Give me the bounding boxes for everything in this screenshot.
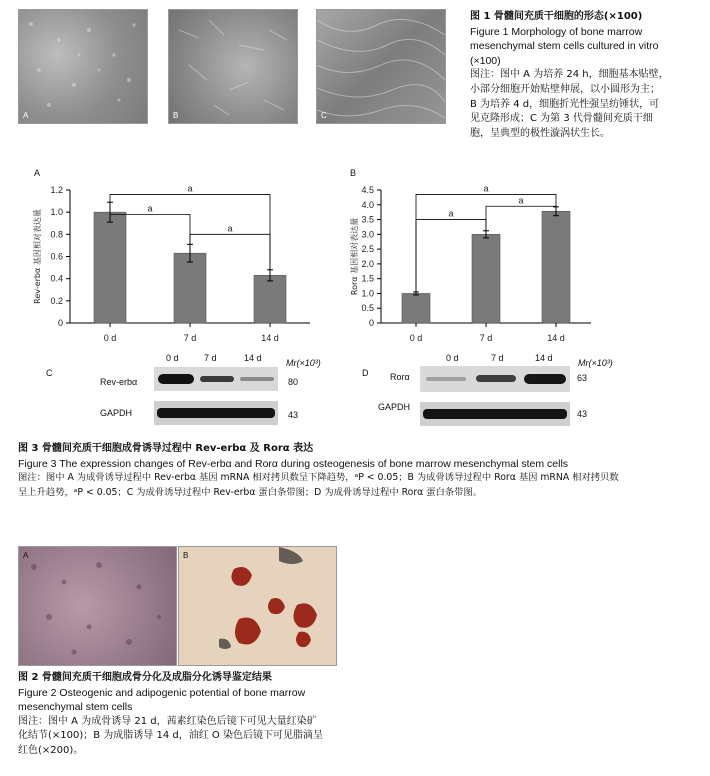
figure3-title-en: Figure 3 The expression changes of Rev-erbα and Rorα during osteogenesis of bone marrow mesenchymal stem cells xyxy=(18,457,569,470)
blot-d-protein-mr: 63 xyxy=(577,373,588,383)
figure2-title-cn: 图 2 骨髓间充质干细胞成骨分化及成脂分化诱导鉴定结果 xyxy=(18,672,272,683)
micrograph-b xyxy=(168,9,298,124)
blot-c-protein-label: Rev-erbα xyxy=(100,377,138,387)
y-tick-label: 1.0 xyxy=(361,288,374,299)
significance-label: a xyxy=(227,223,233,234)
cell-texture xyxy=(317,10,445,123)
figure3-title-cn: 图 3 骨髓间充质干细胞成骨诱导过程中 Rev-erbα 及 Rorα 表达 xyxy=(18,443,314,454)
figure2-caption xyxy=(18,671,418,759)
y-tick-label: 3.0 xyxy=(361,229,374,240)
cell-texture xyxy=(169,10,297,123)
bar xyxy=(174,253,206,323)
blot-d-lane-1: 0 d xyxy=(446,353,459,363)
figure1-note-1: 图注：图中 A 为培养 24 h，细胞基本贴壁， xyxy=(470,69,669,81)
blot-c-lane-3: 14 d xyxy=(244,353,262,363)
significance-label: a xyxy=(448,208,454,219)
y-tick-label: 4.5 xyxy=(361,185,374,195)
x-tick-label: 0 d xyxy=(103,333,117,343)
y-tick-label: 2.0 xyxy=(361,258,374,269)
blot-c-protein-mr: 80 xyxy=(288,377,299,387)
y-tick-label: 0.6 xyxy=(50,251,63,262)
micrograph-a xyxy=(18,9,148,124)
panel-label: A xyxy=(23,551,29,560)
band xyxy=(200,376,234,382)
y-tick-label: 0.2 xyxy=(50,295,63,306)
bar xyxy=(402,293,430,323)
band xyxy=(157,408,275,418)
x-tick-label: 7 d xyxy=(479,333,493,343)
blot-d-letter: D xyxy=(362,368,369,378)
blot-c-letter: C xyxy=(46,368,53,378)
blot-c-control-mr: 43 xyxy=(288,410,299,420)
figure3-caption xyxy=(18,442,698,500)
y-tick-label: 0 xyxy=(368,318,374,328)
figure1-note-3: B 为培养 4 d，细胞折光性强呈纺锤状，可 xyxy=(470,98,660,110)
blot-d-control-mr: 43 xyxy=(577,409,588,419)
band xyxy=(524,374,566,384)
figure2-title-en-2: mesenchymal stem cells xyxy=(18,701,133,714)
blot-d-protein-label: Rorα xyxy=(390,372,410,382)
figure1-note-4: 见克隆形成；C 为第 3 代骨髓间充质干细 xyxy=(470,113,653,125)
figure1-title-en-2: mesenchymal stem cells cultured in vitro xyxy=(470,40,659,53)
figure1-note-2: 小部分细胞开始贴壁伸展，以小圆形为主； xyxy=(470,83,660,95)
y-tick-label: 0.5 xyxy=(361,303,374,314)
panel-label: C xyxy=(321,111,327,120)
blot-c-lane-2: 7 d xyxy=(204,353,217,363)
blot-c-control-band xyxy=(154,401,278,425)
x-tick-label: 14 d xyxy=(261,333,279,343)
x-tick-label: 0 d xyxy=(409,333,423,343)
bar xyxy=(254,275,286,323)
y-tick-label: 3.5 xyxy=(361,214,374,225)
y-tick-label: 2.5 xyxy=(361,244,374,255)
band xyxy=(426,377,466,381)
x-tick-label: 7 d xyxy=(183,333,197,343)
blot-c-control-label: GAPDH xyxy=(100,408,133,418)
blot-c-protein-band xyxy=(154,367,278,391)
figure1-title-cn: 图 1 骨髓间充质干细胞的形态(×100) xyxy=(470,11,643,22)
lipid-droplets xyxy=(179,547,336,665)
chart-a-letter: A xyxy=(34,168,41,178)
band xyxy=(476,375,516,382)
blot-d-protein-band xyxy=(420,366,570,392)
chart-b-letter: B xyxy=(350,168,357,178)
blot-d-control-label: GAPDH xyxy=(378,402,411,412)
cell-texture xyxy=(19,10,147,123)
stain-texture xyxy=(19,547,176,665)
figure2-title-en-1: Figure 2 Osteogenic and adipogenic potential of bone marrow xyxy=(18,686,306,699)
y-axis-label: Rorα 基因相对表达量 xyxy=(350,217,359,296)
y-tick-label: 1.5 xyxy=(361,273,374,284)
micrograph-osteo xyxy=(18,546,177,666)
figure2-note-2: 化结节(×100)；B 为成脂诱导 14 d，油红 O 染色后镜下可见脂滴呈 xyxy=(18,730,323,742)
y-tick-label: 1.0 xyxy=(50,207,63,218)
bar xyxy=(472,234,500,323)
y-tick-label: 0.8 xyxy=(50,229,63,240)
y-tick-label: 1.2 xyxy=(50,185,63,195)
band xyxy=(158,374,194,384)
bar xyxy=(542,211,570,323)
figure2-note-1: 图注：图中 A 为成骨诱导 21 d，茜素红染色后镜下可见大量红染矿 xyxy=(18,715,317,727)
blot-d-control-band xyxy=(420,402,570,426)
y-tick-label: 0.4 xyxy=(50,273,63,284)
band xyxy=(423,409,567,419)
significance-label: a xyxy=(187,183,193,194)
blot-d-mr-label: Mr(×10³) xyxy=(578,358,613,368)
x-tick-label: 14 d xyxy=(547,333,565,343)
y-tick-label: 4.0 xyxy=(361,199,374,210)
figure1-caption xyxy=(470,10,705,141)
y-tick-label: 0 xyxy=(57,318,63,328)
micrograph-c xyxy=(316,9,446,124)
figure1-title-en-1: Figure 1 Morphology of bone marrow xyxy=(470,25,643,38)
significance-label: a xyxy=(518,195,524,206)
significance-label: a xyxy=(483,183,489,194)
significance-label: a xyxy=(147,203,153,214)
figure1-note-5: 胞，呈典型的极性漩涡状生长。 xyxy=(470,127,610,139)
panel-label: B xyxy=(183,551,189,560)
blot-d-lane-3: 14 d xyxy=(535,353,553,363)
figure1-title-en-3: (×100) xyxy=(470,54,501,67)
bar xyxy=(94,212,126,323)
micrograph-adipo xyxy=(178,546,337,666)
panel-label: B xyxy=(173,111,179,120)
figure3-note-1: 图注：图中 A 为成骨诱导过程中 Rev-erbα 基因 mRNA 相对拷贝数呈下降趋势，ᵃP < 0.05；B 为成骨诱导过程中 Rorα 基因 mRNA 相对拷贝数 xyxy=(18,472,619,484)
blot-c-lane-1: 0 d xyxy=(166,353,179,363)
chart-b xyxy=(345,178,615,348)
figure2-note-3: 红色(×200)。 xyxy=(18,744,84,756)
figure3-note-2: 呈上升趋势，ᵃP < 0.05；C 为成骨诱导过程中 Rev-erbα 蛋白条带图；D 为成骨诱导过程中 Rorα 蛋白条带图。 xyxy=(18,486,483,498)
panel-label: A xyxy=(23,111,29,120)
y-axis-label: Rev-erbα 基因相对表达量 xyxy=(33,209,42,304)
chart-a xyxy=(28,178,318,348)
blot-d-lane-2: 7 d xyxy=(491,353,504,363)
blot-c-mr-label: Mr(×10³) xyxy=(286,358,321,368)
band xyxy=(240,377,274,381)
